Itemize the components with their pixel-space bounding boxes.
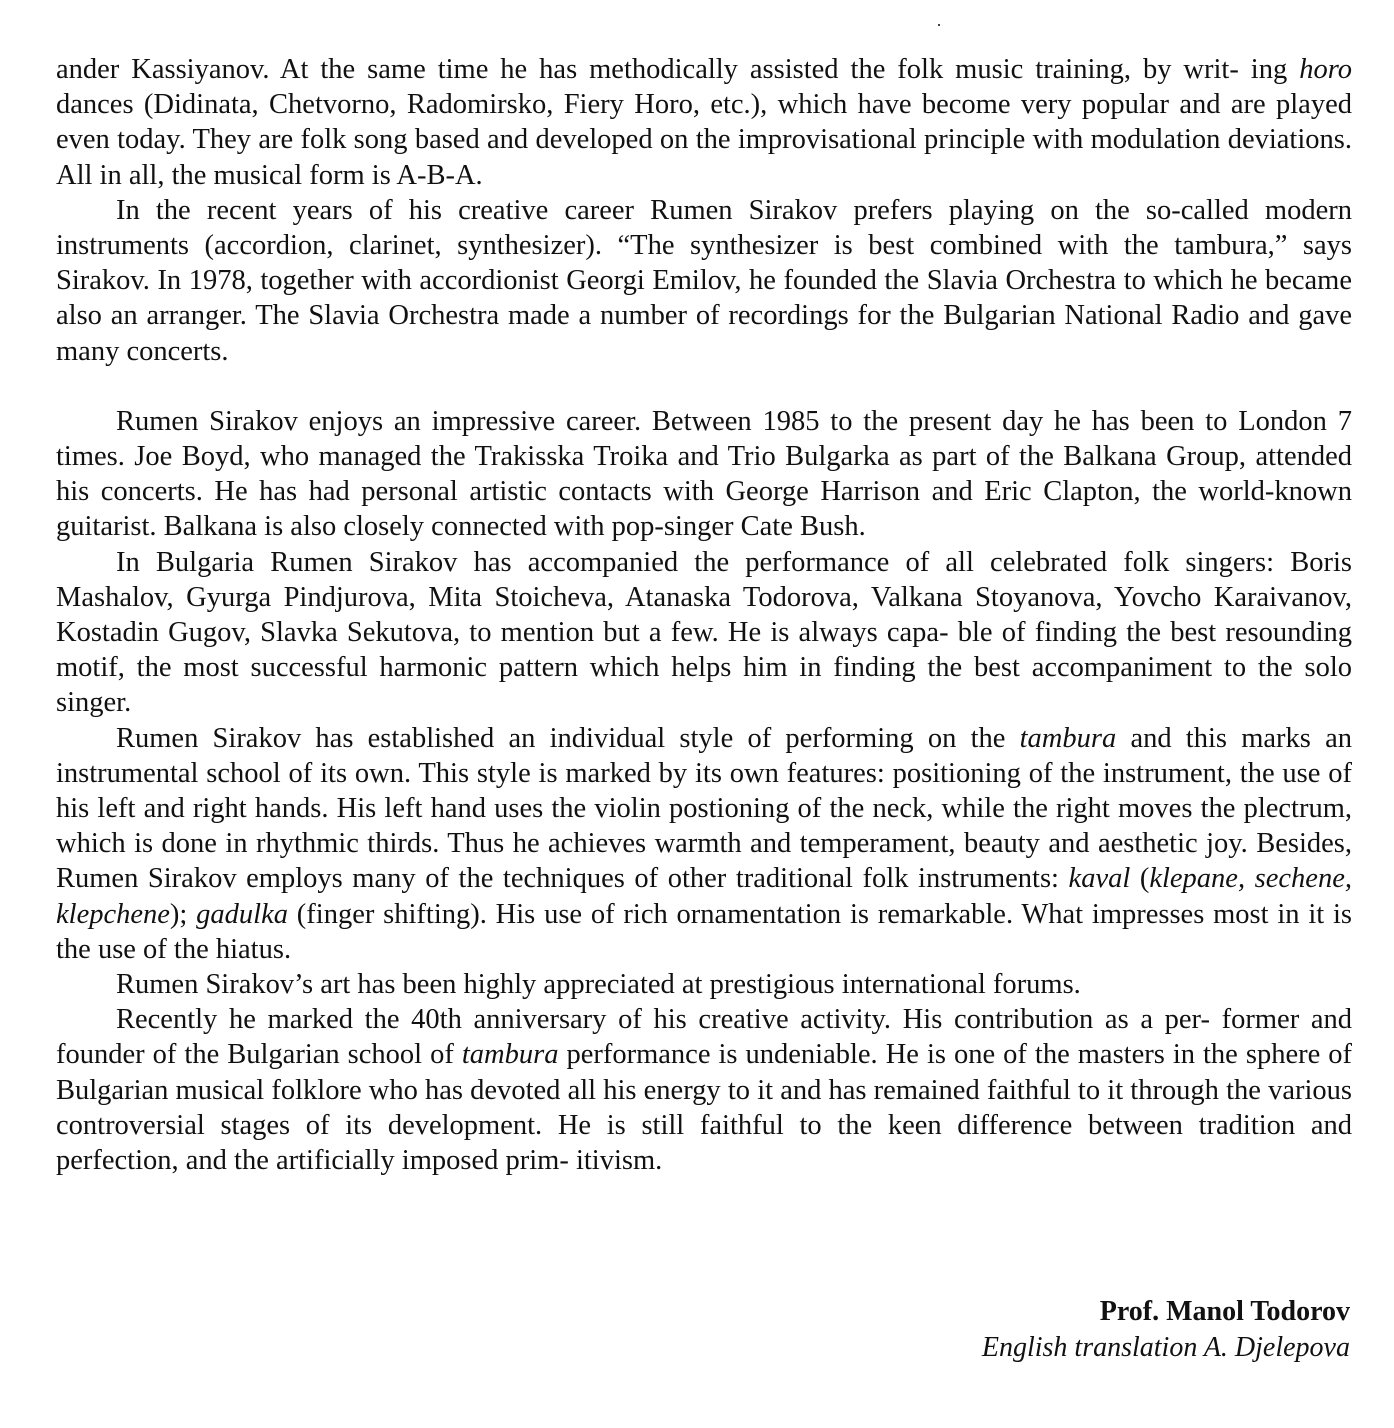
text-run: In the recent years of his creative career Rumen Sirakov prefers playing on the so-called modern instruments (accordion, clarinet, synthesizer). “The synthesizer is best combined with the tambura,” says Sirakov. In 1978, together with accordionist Georgi Emilov, he founded the Slavia Orchestra to which he became also an arranger. The Slavia Orchestra made a number of recordings for the Bulgarian National Radio and gave many concerts. — [56, 194, 1352, 367]
text-run: Recently he marked the 40th anniversary of his creative activity. His contribution as a per- former and founder of the Bulgarian school of — [56, 1004, 1352, 1071]
paragraph-1 — [56, 52, 1352, 193]
text-run: and this marks an instrumental school of its own. This style is marked by its own features: positioning of the instrument, the use of his left and right hands. His left hand uses the violin postioning of the neck, while the right moves the plectrum, which is done in rhythmic thirds. Thus he achieves warmth and temperament, beauty and aesthetic joy. Besides, Rumen Sirakov employs many of the techniques of other traditional folk instruments: — [56, 722, 1352, 895]
paragraph-4 — [56, 545, 1352, 721]
text-run: Rumen Sirakov enjoys an impressive career. Between 1985 to the present day he has been to London 7 times. Joe Boyd, who managed the Trakisska Troika and Trio Bulgarka as part of the Balkana Group, attended his concerts. He has had personal artistic contacts with George Harrison and Eric Clapton, the world-known guitarist. Balkana is also closely connected with pop-singer Cate Bush. — [56, 405, 1352, 543]
text-run: ander Kassiyanov. At the same time he has methodically assisted the folk music training, by writ- ing — [56, 54, 1300, 85]
text-run: (finger shifting). His use of rich ornamentation is remarkable. What impresses most in it is the use of the hiatus. — [56, 898, 1352, 965]
signature-block — [982, 1294, 1350, 1366]
italic-term: tambura — [1019, 722, 1117, 754]
translator-credit: English translation A. Djelepova — [981, 1332, 1350, 1363]
paragraph-7 — [56, 1002, 1352, 1178]
italic-term: horo — [1299, 54, 1352, 85]
text-run: Rumen Sirakov has established an individual style of performing on the — [116, 722, 1020, 754]
paragraph-3 — [56, 404, 1352, 545]
text-run: dances (Didinata, Chetvorno, Radomirsko, Fiery Horo, etc.), which have become very popular and are played even today. They are folk song based and developed on the improvisational principle with modulation deviations. All in all, the musical form is A-B-A. — [56, 89, 1352, 191]
author-name: Prof. Manol Todorov — [1099, 1296, 1350, 1327]
text-run: performance is undeniable. He is one of the masters in the sphere of Bulgarian musical folklore who has devoted all his energy to it and has remained faithful to it through the various controversial stages of its development. He is still faithful to the keen difference between tradition and perfection, and the artificially imposed prim- itivism. — [56, 1039, 1352, 1177]
italic-term: klepane, sechene, klepchene — [56, 863, 1352, 930]
paragraph-2 — [56, 193, 1352, 369]
italic-term: tambura — [461, 1039, 559, 1071]
italic-term: gadulka — [196, 898, 288, 930]
paragraph-6 — [56, 967, 1352, 1002]
text-run: ); — [169, 898, 197, 930]
article-body — [56, 52, 1352, 1178]
text-run: Rumen Sirakov’s art has been highly appreciated at prestigious international forums. — [116, 969, 1081, 1001]
text-run: ( — [1130, 863, 1150, 895]
paragraph-5 — [56, 721, 1352, 967]
text-run: In Bulgaria Rumen Sirakov has accompanied the performance of all celebrated folk singers: Boris Mashalov, Gyurga Pindjurova, Mita Stoicheva, Atanaska Todorova, Valkana Stoyanova, Yovcho Karaivanov, Kostadin Gugov, Slavka Sekutova, to mention but a few. He is always capa- ble of finding the best resounding motif, the most successful harmonic pattern which helps him in finding the best accompaniment to the solo singer. — [56, 546, 1352, 719]
italic-term: kaval — [1068, 863, 1131, 895]
scan-speck — [938, 24, 940, 26]
